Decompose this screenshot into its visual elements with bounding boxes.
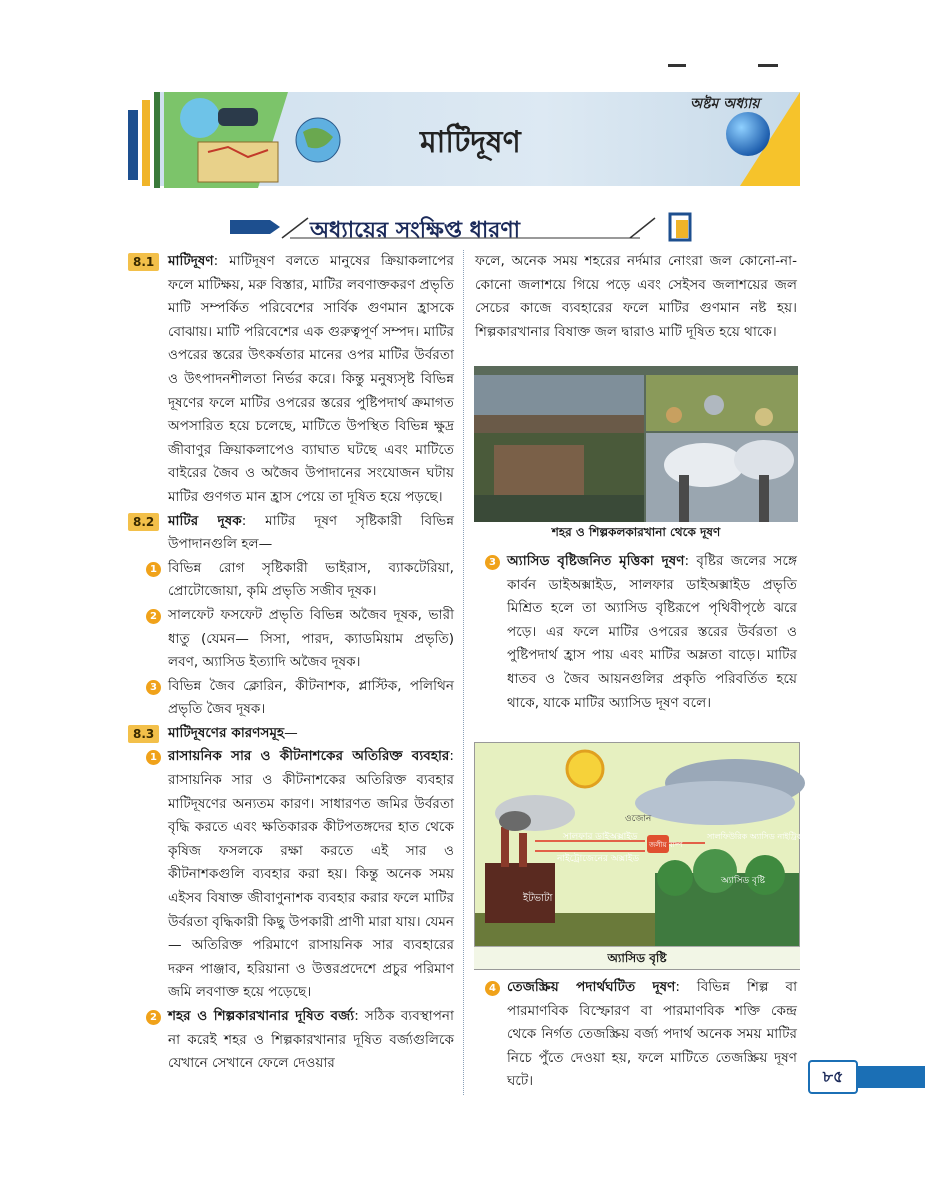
- right-column-top: [475, 250, 797, 364]
- list-item: [475, 976, 797, 1094]
- list-item: [136, 675, 454, 722]
- section-text: : মাটির দূষণ সৃষ্টিকারী বিভিন্ন উপাদানগুলি হল—: [168, 512, 454, 553]
- list-item: [136, 557, 454, 604]
- vapor-label: জলীয় বাষ্প: [649, 841, 683, 849]
- item-title: তেজস্ক্রিয় পদার্থঘটিত দূষণ: [507, 979, 676, 995]
- bullet-number: 1: [146, 562, 161, 577]
- list-item-text: বিভিন্ন জৈব ক্লোরিন, কীটনাশক, প্লাস্টিক, পলিথিন প্রভৃতি জৈব দূষক।: [168, 677, 454, 718]
- list-item: [136, 604, 454, 675]
- bullet-number: 2: [146, 1010, 161, 1025]
- chapter-title: মাটিদূষণ: [420, 125, 521, 160]
- item-text: : সঠিক ব্যবস্থাপনা না করেই শহর ও শিল্পকারখানার দূষিত বর্জ্যগুলিকে যেখানে সেখানে ফেলে দেওয়ার: [168, 1008, 454, 1072]
- section-term: মাটিদূষণের কারণসমূহ: [168, 724, 285, 741]
- right-column-middle: [475, 550, 797, 715]
- section-text: : মাটিদূষণ বলতে মানুষের ক্রিয়াকলাপের ফলে মাটিক্ষয়, মরু বিস্তার, মাটির লবণাক্তকরণ প্রভৃতি মাটি সম্পর্কিত পরিবেশের সার্বিক গুণমান হ্রাসকে বোঝায়। মাটি পরিবেশের এক গুরুত্বপূর্ণ সম্পদ। মাটির ওপরের স্তরের উৎকর্ষতার মানের ওপর মাটির উর্বরতা ও উৎপাদনশীলতা নির্ভর করে। কিন্তু মনুষ্যসৃষ্ট বিভিন্ন দূষণের ফলে মাটির ওপরের স্তরের পুষ্টিপদার্থ ক্রমাগত অপসারিত হয়ে চলেছে, মাটিতে উপস্থিত বিভিন্ন ক্ষুদ্র জীবাণুর ক্রিয়াকলাপেও ব্যাঘাত ঘটছে এবং মাটিতে বাইরের জৈব ও অজৈব উপাদানের সংযোজন ঘটায় মাটির গুণগত মান হ্রাস পেয়ে তা দূষিত হয়ে পড়ছে।: [168, 253, 454, 505]
- list-item: [136, 1005, 454, 1076]
- section-number: 8.1: [128, 253, 159, 271]
- left-column: [133, 250, 454, 1076]
- section-term: মাটির দূষক: [168, 512, 242, 529]
- list-item: [475, 550, 797, 715]
- column-divider: [463, 250, 464, 1095]
- page-number-bar: [856, 1066, 925, 1088]
- chimney-label: ইটভাটা: [523, 893, 553, 904]
- section-number: 8.2: [128, 513, 159, 531]
- continuation-text: ফলে, অনেক সময় শহরের নর্দমার নোংরা জল কোনো-না-কোনো জলাশয়ে গিয়ে পড়ে এবং সেইসব জলাশয়ের জল সেচের কাজে ব্যবহারের ফলে মাটির গুণমান নষ্ট হয়। শিল্পকারখানার বিষাক্ত জল দ্বারাও মাটি দূষিত হয়ে থাকে।: [475, 253, 797, 340]
- diagram-caption: অ্যাসিড বৃষ্টি: [474, 946, 800, 969]
- bullet-number: 1: [146, 750, 161, 765]
- acid-rain-label: অ্যাসিড বৃষ্টি: [721, 876, 765, 886]
- photo-caption: শহর ও শিল্পকলকারখানা থেকে দূষণ: [474, 522, 798, 542]
- acid-rain-illustration: [475, 743, 830, 947]
- acid-rain-diagram: [474, 742, 830, 970]
- list-item-text: বিভিন্ন রোগ সৃষ্টিকারী ভাইরাস, ব্যাকটেরিয়া, প্রোটোজোয়া, কৃমি প্রভৃতি সজীব দূষক।: [168, 559, 454, 600]
- banner-illustration: [128, 92, 428, 188]
- item-text: : রাসায়নিক সার ও কীটনাশকের অতিরিক্ত ব্যবহার মাটিদূষণের অন্যতম কারণ। সাধারণত জমির উর্বরতা বৃদ্ধি করতে এবং ক্ষতিকারক কীটপতঙ্গদের হাত থেকে কৃষিজ ফসলকে রক্ষা করতে এই সার ও কীটনাশকগুলি ব্যবহার করা হয়। কিন্তু অনেক সময় এইসব বিষাক্ত জীবাণুনাশক ব্যবহার করার ফলে মাটির উর্বরতা বৃদ্ধিকারী কিছু উপকারী প্রাণী মারা যায়। যেমন— অতিরিক্ত পরিমাণে রাসায়নিক সার ব্যবহারের দরুন পাঞ্জাব, হরিয়ানা ও উত্তরপ্রদেশে প্রচুর পরিমাণ জমি লবণাক্ত হয়ে পড়েছে।: [168, 748, 454, 1001]
- right-column-bottom: [475, 976, 797, 1094]
- nox-label: নাইট্রোজেনের অক্সাইড: [557, 854, 640, 864]
- section-8-1: [133, 250, 454, 510]
- pollution-photo: [474, 366, 798, 540]
- bullet-number: 3: [485, 555, 500, 570]
- page-number: ৮৫: [808, 1060, 858, 1094]
- list-item-text: সালফেট ফসফেট প্রভৃতি বিভিন্ন অজৈব দূষক, ভারী ধাতু (যেমন— সিসা, পারদ, ক্যাডমিয়াম প্রভৃতি) লবণ, অ্যাসিড ইত্যাদি অজৈব দূষক।: [168, 606, 454, 671]
- item-title: অ্যাসিড বৃষ্টিজনিত মৃত্তিকা দূষণ: [507, 553, 685, 569]
- item-text: : বৃষ্টির জলের সঙ্গে কার্বন ডাইঅক্সাইড, সালফার ডাইঅক্সাইড প্রভৃতি মিশ্রিত হলে তা অ্যাসিড বৃষ্টিরূপে পৃথিবীপৃষ্ঠে ঝরে পড়ে। এর ফলে মাটির ওপরের স্তরের উর্বরতা ও পুষ্টিপদার্থ হ্রাস পায় এবং মাটির অম্লতা বাড়ে। মাটির ধাতব ও জৈব আয়নগুলির প্রকৃতি পরিবর্তিত হয়ে থাকে, যাকে মাটির অ্যাসিড দূষণ বলে।: [507, 553, 798, 711]
- section-term: মাটিদূষণ: [168, 253, 214, 269]
- bullet-number: 2: [146, 609, 161, 624]
- chapter-label: অষ্টম অধ্যায়: [690, 96, 760, 112]
- section-number: 8.3: [128, 725, 159, 743]
- so2-label: সালফার ডাইঅক্সাইড: [563, 832, 638, 842]
- acids-label: সালফিউরিক অ্যাসিড নাইট্রিক অ্যাসিড: [707, 832, 830, 841]
- globe-icon: [726, 112, 770, 156]
- concept-heading: অধ্যায়ের সংক্ষিপ্ত ধারণা: [310, 218, 521, 243]
- bullet-number: 3: [146, 680, 161, 695]
- top-decor-strip: [668, 64, 778, 68]
- section-8-3: [133, 722, 454, 746]
- section-text: —: [284, 724, 298, 741]
- section-8-2: [133, 510, 454, 557]
- list-item: [136, 745, 454, 1005]
- ozone-label: ওজোন: [625, 814, 652, 824]
- item-title: রাসায়নিক সার ও কীটনাশকের অতিরিক্ত ব্যবহার: [168, 748, 450, 765]
- item-title: শহর ও শিল্পকারখানার দূষিত বর্জ্য: [168, 1008, 355, 1024]
- item-text: : বিভিন্ন শিল্প বা পারমাণবিক বিস্ফোরণ বা পারমাণবিক শক্তি কেন্দ্র থেকে নির্গত তেজস্ক্রিয় বর্জ্য পদার্থ অনেক সময় মাটির নিচে পুঁতে দেওয়া হয়, ফলে মাটিতে তেজস্ক্রিয় দূষণ ঘটে।: [507, 979, 798, 1090]
- bullet-number: 4: [485, 981, 500, 996]
